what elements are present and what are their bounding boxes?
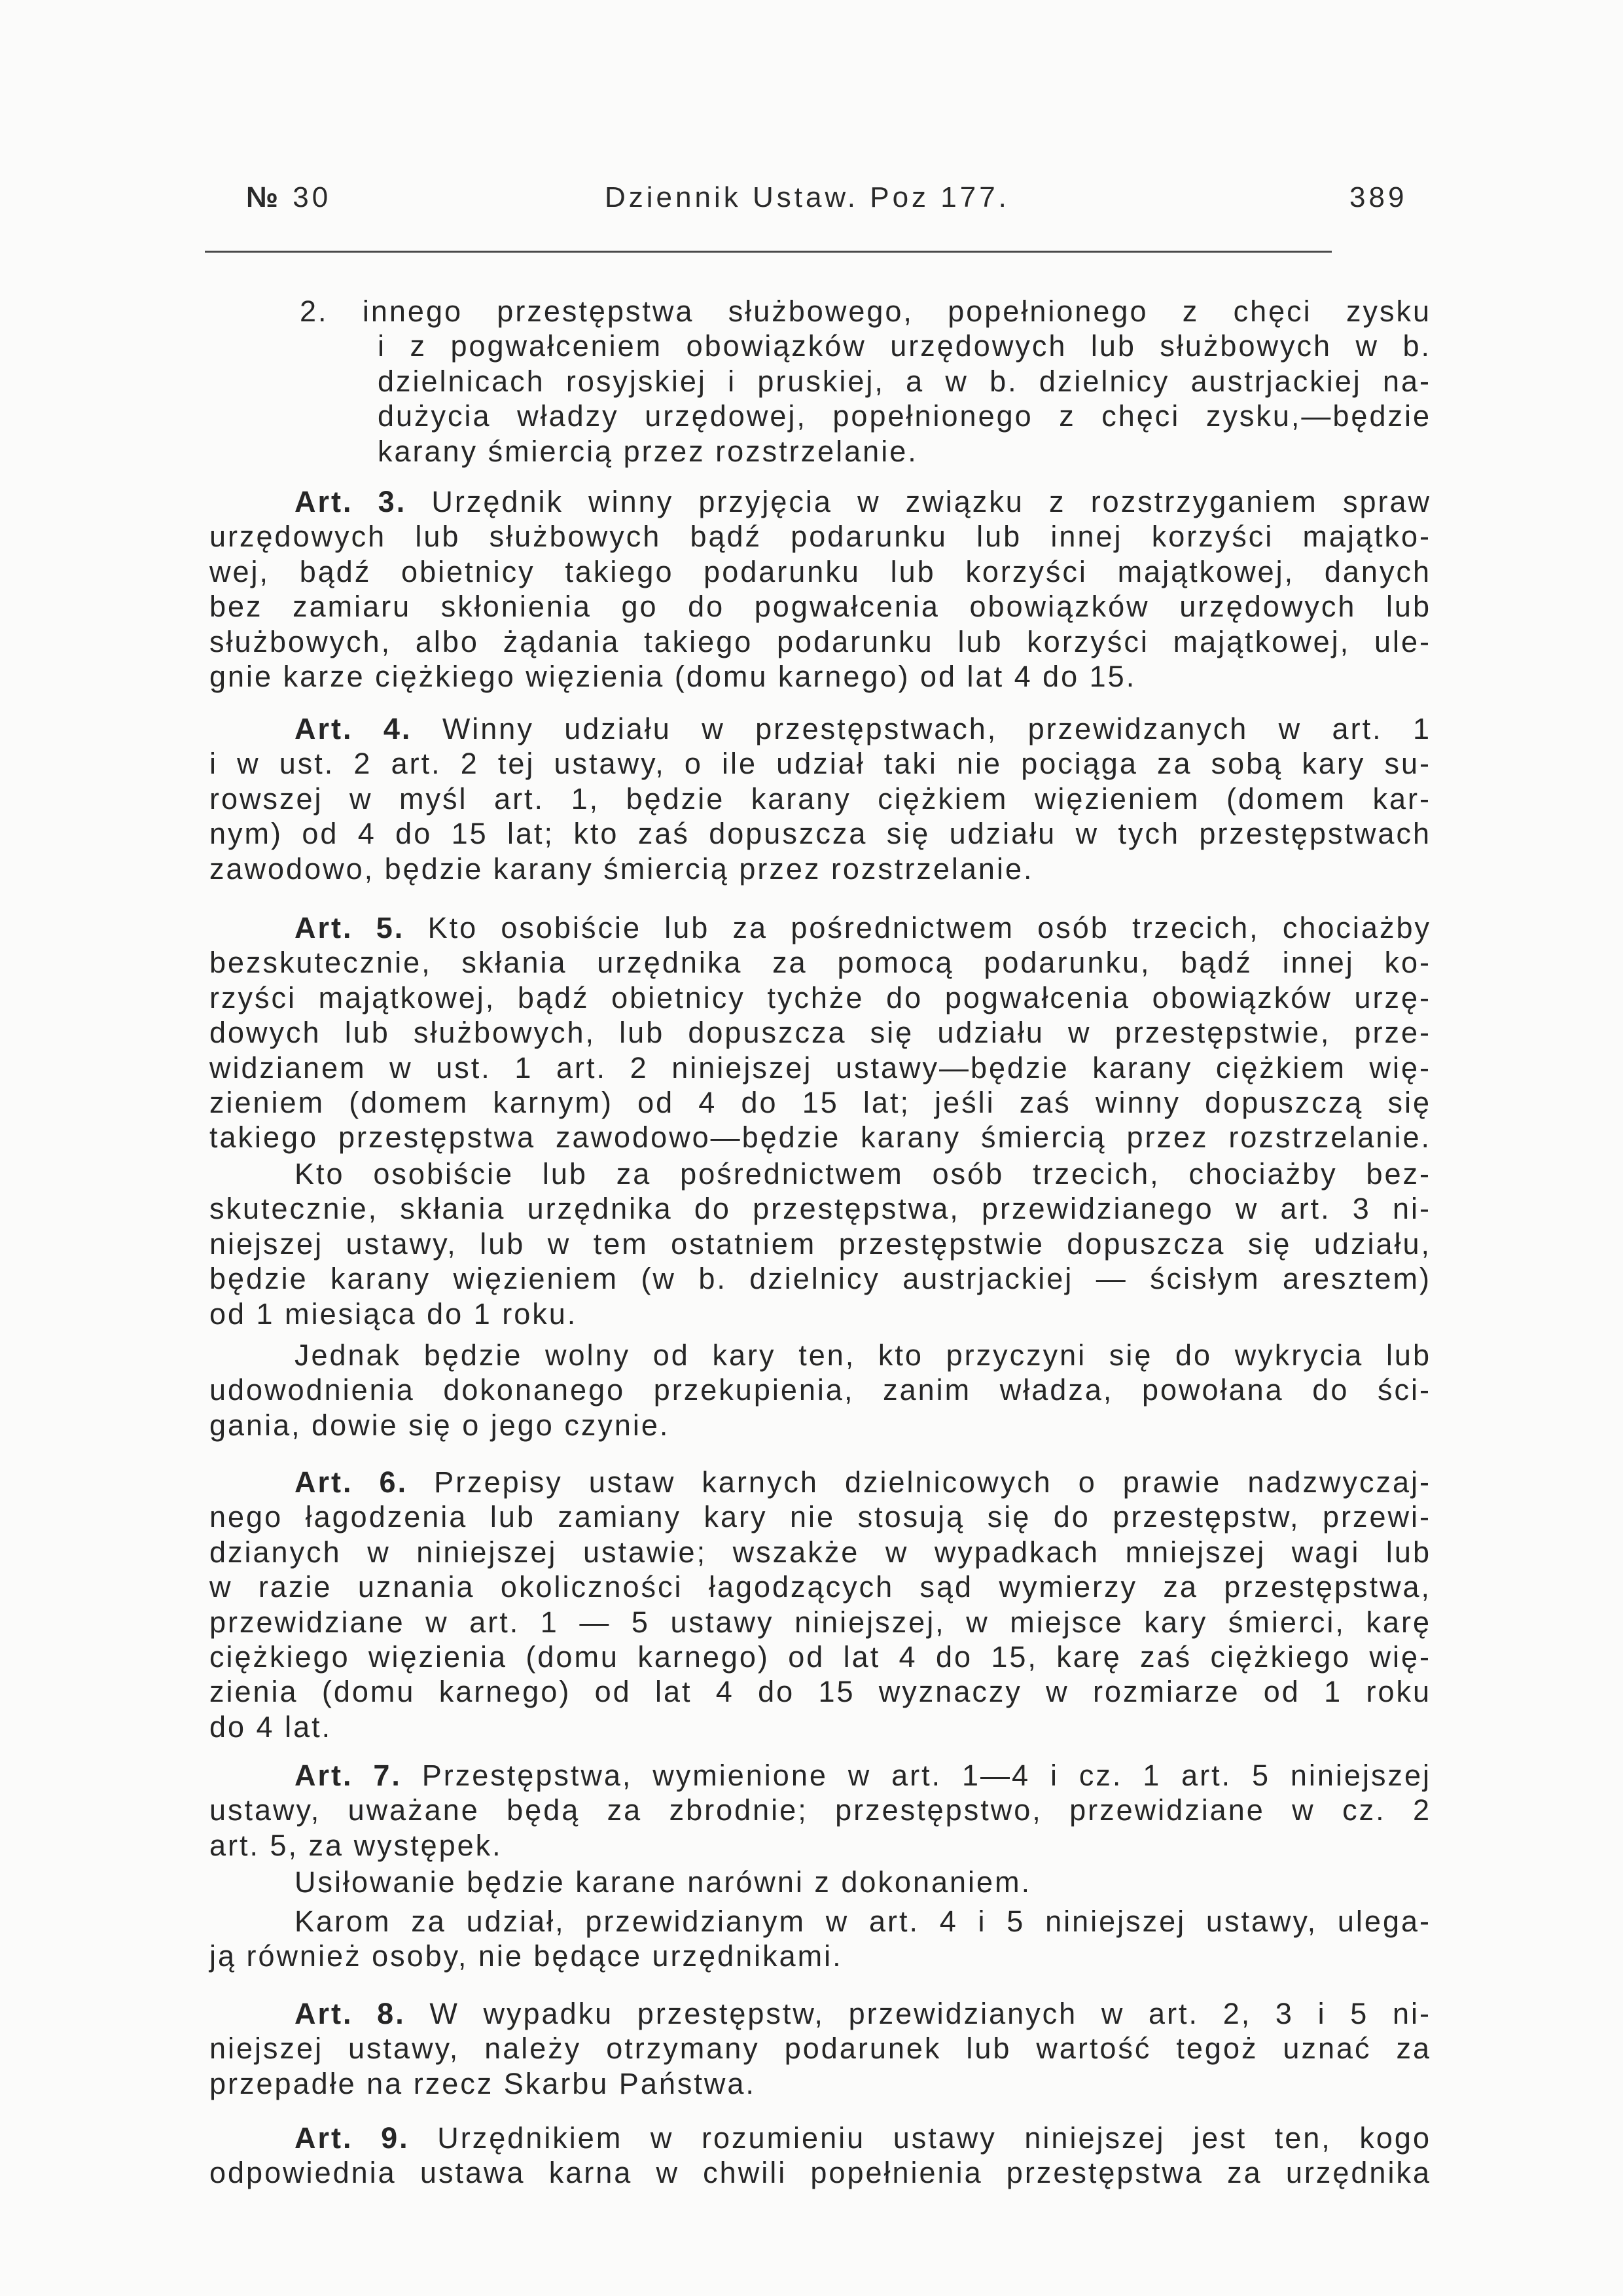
text-line-content: Kto osobiście lub za pośrednictwem osób trzecich, chociażby — [427, 911, 1431, 944]
article-label: Art. 3. — [294, 485, 407, 518]
article-label: Art. 5. — [294, 911, 405, 944]
text-line: służbowych, albo żądania takiego podarunku lub korzyści majątkowej, ule- — [209, 624, 1431, 658]
text-line: zawodowo, będzie karany śmiercią przez rozstrzelanie. — [209, 852, 1034, 886]
text-line — [209, 910, 1431, 945]
text-line: nym) od 4 do 15 lat; kto zaś dopuszcza się udziału w tych przestępstwach — [209, 817, 1431, 851]
text-line: dzielnicach rosyjskiej i pruskiej, a w b. dzielnicy austrjackiej na- — [378, 364, 1431, 398]
article-7-paragraph-3 — [209, 1904, 1431, 1974]
page-number: 389 — [1349, 181, 1408, 213]
text-line: ciężkiego więzienia (domu karnego) od lat 4 do 15, karę zaś ciężkiego wię- — [209, 1640, 1431, 1674]
article-label: Art. 7. — [294, 1759, 402, 1792]
text-line: nego łagodzenia lub zamiany kary nie stosują się do przestępstw, przewi- — [209, 1500, 1431, 1534]
text-line: rzyści majątkowej, bądź obietnicy tychże do pogwałcenia obowiązków urzę- — [209, 980, 1431, 1014]
article-5-paragraph-3 — [209, 1338, 1431, 1443]
text-line: będzie karany więzieniem (w b. dzielnicy austrjackiej — ścisłym aresztem) — [209, 1262, 1431, 1296]
issue-number — [246, 181, 331, 214]
text-line: dowych lub służbowych, lub dopuszcza się udziału w przestępstwie, prze- — [209, 1016, 1431, 1050]
article-4 — [209, 711, 1431, 886]
text-line: takiego przestępstwa zawodowo—będzie karany śmiercią przez rozstrzelanie. — [209, 1121, 1431, 1155]
article-9 — [209, 2121, 1431, 2191]
text-line: Usiłowanie będzie karane narówni z dokonaniem. — [294, 1865, 1032, 1899]
text-line: bezskutecznie, skłania urzędnika za pomocą podarunku, bądź innej ko- — [209, 946, 1431, 980]
text-line: widzianem w ust. 1 art. 2 niniejszej ustawy—będzie karany ciężkiem wię- — [209, 1050, 1431, 1085]
article-6 — [209, 1465, 1431, 1744]
item-number: 2. — [300, 295, 329, 328]
text-line — [209, 2121, 1431, 2155]
text-line: Kto osobiście lub za pośrednictwem osób trzecich, chociażby bez- — [294, 1157, 1431, 1191]
text-line: zieniem (domem karnym) od 4 do 15 lat; jeśli zaś winny dopuszczą się — [209, 1086, 1431, 1120]
text-line: ustawy, uważane będą za zbrodnie; przestępstwo, przewidziane w cz. 2 — [209, 1793, 1431, 1827]
text-line: zienia (domu karnego) od lat 4 do 15 wyznaczy w rozmiarze od 1 roku — [209, 1675, 1431, 1709]
text-line — [209, 1758, 1431, 1793]
text-line: odpowiednia ustawa karna w chwili popełnienia przestępstwa za urzędnika — [209, 2156, 1431, 2190]
article-3 — [209, 484, 1431, 694]
text-line: bez zamiaru skłonienia go do pogwałcenia obowiązków urzędowych lub — [209, 590, 1431, 624]
text-line: niejszej ustawy, lub w tem ostatniem przestępstwie dopuszcza się udziału, — [209, 1227, 1431, 1261]
text-line-content: Winny udziału w przestępstwach, przewidzanych w art. 1 — [442, 712, 1431, 745]
text-line — [209, 711, 1431, 746]
item-2 — [300, 294, 1431, 469]
article-5-paragraph-2 — [209, 1157, 1431, 1331]
article-label: Art. 4. — [294, 712, 412, 745]
text-line — [209, 1996, 1431, 2031]
text-line: od 1 miesiąca do 1 roku. — [209, 1297, 578, 1331]
text-line-content: innego przestępstwa służbowego, popełnionego z chęci zysku — [362, 295, 1431, 328]
text-line — [300, 294, 1431, 329]
article-label: Art. 8. — [294, 1997, 406, 2030]
text-line: skutecznie, skłania urzędnika do przestępstwa, przewidzianego w art. 3 ni- — [209, 1192, 1431, 1226]
text-line: art. 5, za występek. — [209, 1828, 503, 1862]
header-rule — [205, 251, 1332, 253]
text-line: i z pogwałceniem obowiązków urzędowych lub służbowych w b. — [378, 329, 1431, 363]
text-line: gnie karze ciężkiego więzienia (domu karnego) od lat 4 do 15. — [209, 660, 1137, 694]
article-7 — [209, 1758, 1431, 1863]
text-line: ją również osoby, nie będące urzędnikami. — [209, 1939, 843, 1973]
text-line-content: Urzędnik winny przyjęcia w związku z rozstrzyganiem spraw — [431, 485, 1431, 518]
text-line: dzianych w niniejszej ustawie; wszakże w wypadkach mniejszej wagi lub — [209, 1535, 1431, 1569]
article-label: Art. 9. — [294, 2121, 410, 2155]
text-line: rowszej w myśl art. 1, będzie karany ciężkiem więzieniem (domem kar- — [209, 781, 1431, 816]
publication-title: Dziennik Ustaw. Poz 177. — [605, 181, 1010, 213]
issue-number-value: 30 — [293, 181, 332, 213]
text-line: dużycia władzy urzędowej, popełnionego z chęci zysku,—będzie — [378, 399, 1431, 433]
text-line-content: Urzędnikiem w rozumieniu ustawy niniejszej jest ten, kogo — [437, 2121, 1431, 2155]
article-8 — [209, 1996, 1431, 2101]
text-line-content: Przepisy ustaw karnych dzielnicowych o prawie nadzwyczaj- — [434, 1465, 1431, 1499]
text-line: przepadłe na rzecz Skarbu Państwa. — [209, 2066, 756, 2100]
text-line: udowodnienia dokonanego przekupienia, zanim władza, powołana do ści- — [209, 1373, 1431, 1407]
article-5 — [209, 910, 1431, 1155]
text-line — [209, 1465, 1431, 1499]
text-line: gania, dowie się o jego czynie. — [209, 1408, 670, 1442]
text-line: niejszej ustawy, należy otrzymany podarunek lub wartość tegoż uznać za — [209, 2032, 1431, 2066]
text-line: urzędowych lub służbowych bądź podarunku lub innej korzyści majątko- — [209, 520, 1431, 554]
text-line: wej, bądź obietnicy takiego podarunku lub korzyści majątkowej, danych — [209, 554, 1431, 588]
text-line: karany śmiercią przez rozstrzelanie. — [378, 434, 918, 468]
text-line: przewidziane w art. 1 — 5 ustawy niniejszej, w miejsce kary śmierci, karę — [209, 1605, 1431, 1639]
text-line: w razie uznania okoliczności łagodzących sąd wymierzy za przestępstwa, — [209, 1570, 1431, 1604]
text-line-content: Przestępstwa, wymienione w art. 1—4 i cz. 1 art. 5 niniejszej — [421, 1759, 1431, 1792]
text-line: i w ust. 2 art. 2 tej ustawy, o ile udział taki nie pociąga za sobą kary su- — [209, 747, 1431, 781]
article-7-paragraph-2 — [209, 1865, 1431, 1899]
text-line: Jednak będzie wolny od kary ten, kto przyczyni się do wykrycia lub — [294, 1338, 1431, 1372]
text-line: Karom za udział, przewidzianym w art. 4 i 5 niniejszej ustawy, ulega- — [294, 1905, 1431, 1938]
text-line: do 4 lat. — [209, 1710, 332, 1744]
text-line — [209, 484, 1431, 519]
text-line-content: W wypadku przestępstw, przewidzianych w art. 2, 3 i 5 ni- — [429, 1997, 1431, 2030]
article-label: Art. 6. — [294, 1465, 408, 1499]
numero-sign: № — [246, 181, 282, 213]
